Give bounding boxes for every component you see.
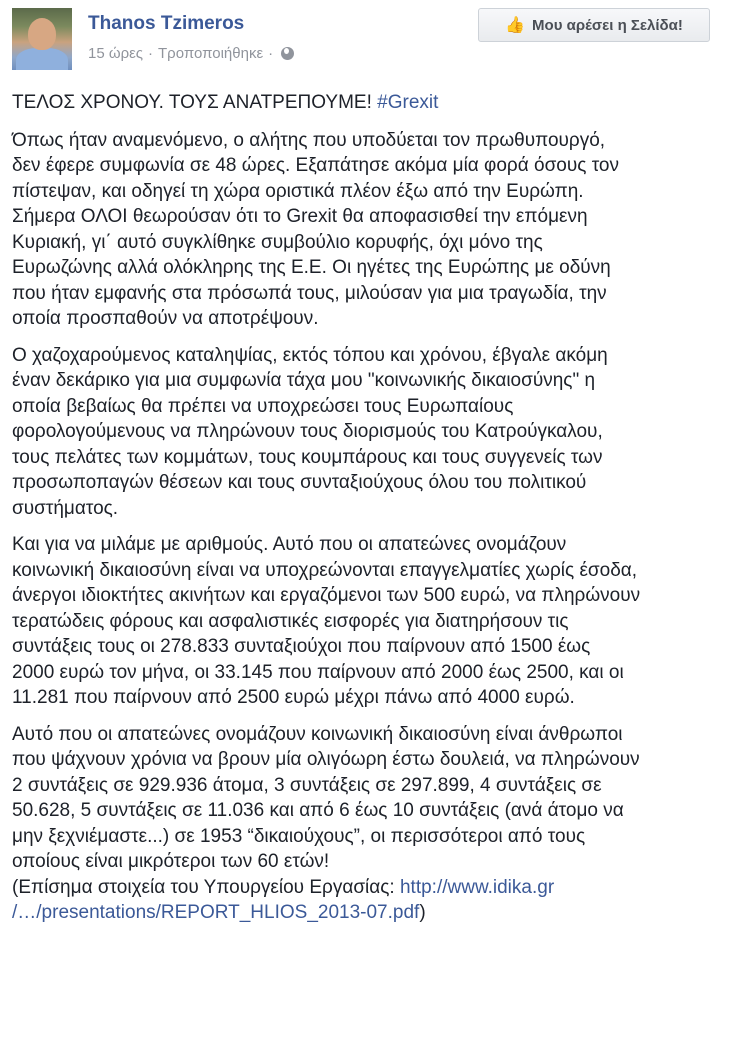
paragraph-line: οποία προσπαθούν να αποτρέψουν. xyxy=(12,308,319,329)
source-link[interactable]: http://www.idika.gr xyxy=(399,876,555,898)
post-paragraph xyxy=(12,128,735,332)
paragraph-line: προσωποπαγών θέσεων και τους συνταξιούχους όλου του πολιτικού xyxy=(12,472,587,493)
paragraph-line: Και για να μιλάμε με αριθμούς. Αυτό που οι απατεώνες ονομάζουν xyxy=(12,534,567,555)
meta-separator: · xyxy=(148,45,154,62)
paragraph-line: συντάξεις τους οι 278.833 συνταξιούχοι που παίρνουν από 1500 έως xyxy=(12,636,591,657)
paragraph-line: άνεργοι ιδιοκτήτες ακινήτων και εργαζόμενοι των 500 ευρώ, να πληρώνουν xyxy=(12,585,641,606)
paragraph-line: Κυριακή, γι΄ αυτό συγκλίθηκε συμβούλιο κορυφής, όχι μόνο της xyxy=(12,231,543,253)
paragraph-line: Ευρωζώνης αλλά ολόκληρης της Ε.Ε. Οι ηγέτες της Ευρώπης με οδύνη xyxy=(12,257,611,278)
globe-icon[interactable] xyxy=(281,47,294,60)
paragraph-line: κοινωνική δικαιοσύνη είναι να υποχρεώνονται επαγγελματίες χωρίς έσοδα, xyxy=(12,559,638,581)
paragraph-line: τους πελάτες των κομμάτων, τους κουμπάρους και τους συγγενείς των xyxy=(12,446,603,468)
source-prefix: (Επίσημα στοιχεία του Υπουργείου Εργασίας: xyxy=(12,876,400,898)
paragraph-line: 50.628, 5 συντάξεις σε 11.036 και από 6 έως 10 συντάξεις (ανά άτομο να xyxy=(12,800,624,821)
author-name[interactable]: Thanos Tzimeros xyxy=(88,13,245,34)
paragraph-line: 2000 ευρώ τον μήνα, οι 33.145 που παίρνουν από 2000 έως 2500, και οι xyxy=(12,661,624,683)
post-headline xyxy=(12,90,735,116)
source-suffix: ) xyxy=(419,902,426,923)
post-timestamp[interactable]: 15 ώρες xyxy=(88,45,144,62)
paragraph-line: μην ξεχνιέμαστε...) σε 1953 “δικαιούχους”, οι περισσότεροι από τους xyxy=(12,825,586,847)
meta-separator-2: · xyxy=(268,45,274,62)
source-line xyxy=(12,875,735,926)
paragraph-line: συστήματος. xyxy=(12,497,119,519)
paragraph-line: Αυτό που οι απατεώνες ονομάζουν κοινωνική δικαιοσύνη είναι άνθρωποι xyxy=(12,723,623,745)
source-link-path[interactable]: /…/presentations/REPORT_HLIOS_2013-07.pdf xyxy=(12,902,420,923)
paragraph-line: τερατώδεις φόρους και ασφαλιστικές εισφορές για διατηρήσουν τις xyxy=(12,610,569,632)
paragraph-line: 2 συντάξεις σε 929.936 άτομα, 3 συντάξεις σε 297.899, 4 συντάξεις σε xyxy=(12,774,602,796)
paragraph-line: οποίους είναι μικρότεροι των 60 ετών! xyxy=(12,851,330,872)
hashtag-link[interactable]: #Grexit xyxy=(377,92,439,113)
author-avatar[interactable] xyxy=(12,8,72,70)
paragraph-line: Όπως ήταν αναμενόμενο, ο αλήτης που υποδύεται τον πρωθυπουργό, xyxy=(12,129,606,151)
paragraph-line: έναν δεκάρικο για μια συμφωνία τάχα μου "κοινωνικής δικαιοσύνης" η xyxy=(12,370,596,391)
paragraph-line: πίστεψαν, και οδηγεί τη χώρα οριστικά πλέον έξω από την Ευρώπη. xyxy=(12,180,584,202)
like-page-label: Μου αρέσει η Σελίδα! xyxy=(532,16,683,34)
headline-text: ΤΕΛΟΣ ΧΡΟΝΟΥ. ΤΟΥΣ ΑΝΑΤΡΕΠΟΥΜΕ! xyxy=(12,92,372,113)
post-paragraphs xyxy=(12,128,735,875)
post-paragraph xyxy=(12,532,735,711)
paragraph-line: που ήταν εμφανής στα πρόσωπά τους, μιλούσαν για μια τραγωδία, την xyxy=(12,282,607,304)
paragraph-line: 11.281 που παίρνουν από 2500 ευρώ μέχρι πάνω από 4000 ευρώ. xyxy=(12,687,575,708)
post-content xyxy=(12,90,735,926)
like-page-button[interactable] xyxy=(478,8,710,42)
thumbs-up-icon: 👍 xyxy=(505,17,526,34)
post-paragraph xyxy=(12,343,735,522)
paragraph-line: Σήμερα ΟΛΟΙ θεωρούσαν ότι το Grexit θα αποφασισθεί την επόμενη xyxy=(12,206,588,227)
paragraph-line: δεν έφερε συμφωνία σε 48 ώρες. Εξαπάτησε ακόμα μία φορά όσους τον xyxy=(12,155,619,176)
post-paragraph xyxy=(12,722,735,875)
post-meta xyxy=(88,45,294,62)
paragraph-line: Ο χαζοχαρούμενος καταληψίας, εκτός τόπου και χρόνου, έβγαλε ακόμη xyxy=(12,344,608,366)
paragraph-line: που ψάχνουν χρόνια να βρουν μία ολιγόωρη έστω δουλειά, να πληρώνουν xyxy=(12,749,640,770)
paragraph-line: οποία βεβαίως θα πρέπει να υποχρεώσει τους Ευρωπαίους xyxy=(12,395,514,417)
edited-label[interactable]: Τροποποιήθηκε xyxy=(158,45,264,62)
paragraph-line: φορολογούμενους να πληρώνουν τους διορισμούς του Κατρούγκαλου, xyxy=(12,421,603,442)
